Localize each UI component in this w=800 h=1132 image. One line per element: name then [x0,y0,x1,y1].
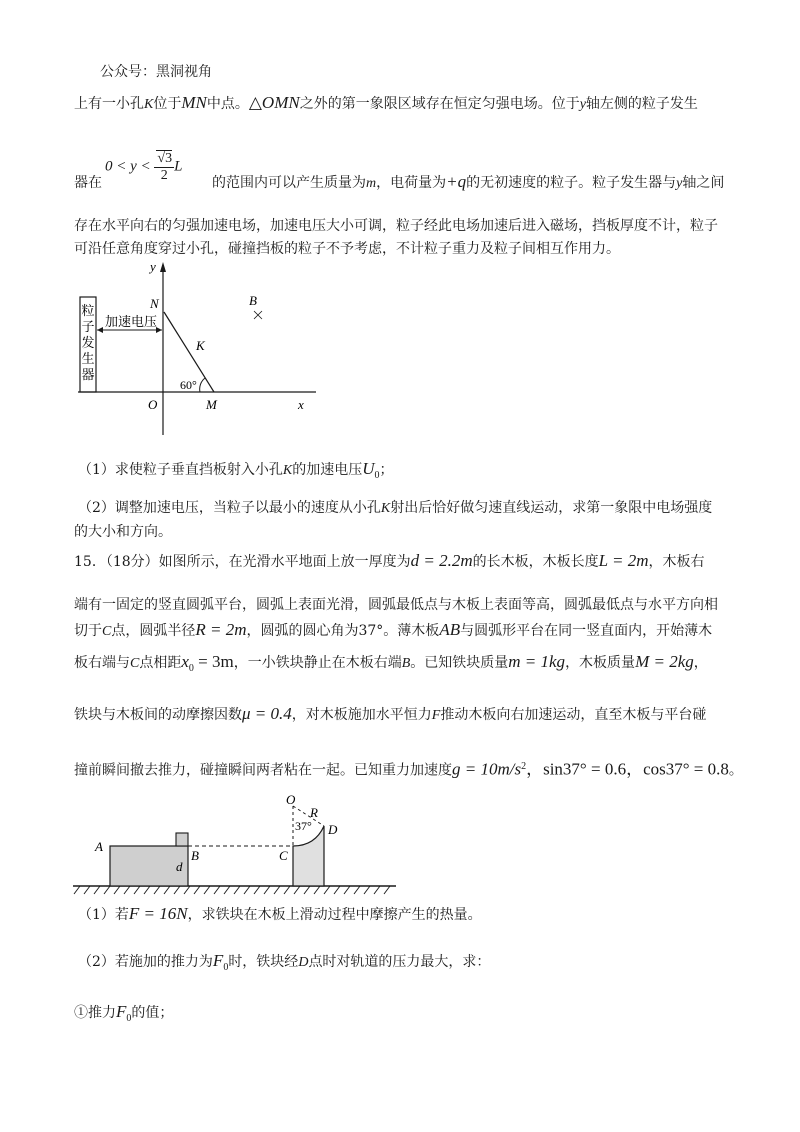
generator-char-4: 器 [81,367,95,382]
generator-char-3: 生 [81,351,95,366]
p15-line-4: 板右端与C点相距$x_0 = 3m$，一小铁块静止在木板右端B。已知铁块质量m = 1kg，木板质量M = 2kg， [74,652,708,674]
label-r: R [310,805,318,820]
label-c: C [279,848,288,863]
generator-char-2: 发 [81,335,95,350]
p15-line-5: 铁块与木板间的动摩擦因数μ = 0.4，对木板施加水平恒力F推动木板向右加速运动，直至木板与平台碰 [74,704,707,723]
hole-k-label: K [196,338,205,353]
watermark-text: 公众号：黑洞视角 [100,64,212,80]
p15-line-1: 15．（18分）如图所示，在光滑水平地面上放一厚度为d = 2.2m的长木板，木板长度L = 2m，木板右 [74,551,705,570]
p14-line-2: 器在 的范围内可以产生质量为m，电荷量为+q的无初速度的粒子。粒子发生器与y轴之间 [74,172,725,191]
p14-line-3: 存在水平向右的匀强加速电场，加速电压大小可调，粒子经此电场加速后进入磁场，挡板厚度不计，粒子 [74,218,718,234]
p15-question-1: （1）若F = 16N，求铁块在木板上滑动过程中摩擦产生的热量。 [78,904,482,923]
p14-question-2: （2）调整加速电压，当粒子以最小的速度从小孔K射出后恰好做匀速直线运动，求第一象限中电场强度 [78,500,713,516]
p15-question-2: （2）若施加的推力为$F_0$时，铁块经D点时对轨道的压力最大，求： [78,951,491,973]
field-b-label: B [249,293,257,308]
p14-line-1: 上有一小孔K位于MN中点。△OMN之外的第一象限区域存在恒定匀强电场。位于y轴左侧的粒子发生 [74,93,698,112]
label-b: B [191,848,199,863]
angle-60-label: 60° [180,378,197,392]
p15-line-2: 端有一固定的竖直圆弧平台，圆弧上表面光滑，圆弧最低点与木板上表面等高，圆弧最低点与水平方向相 [74,597,718,613]
origin-label: O [148,397,158,412]
point-n-label: N [150,296,159,311]
label-a: A [95,839,103,854]
accel-label: 加速电压 [104,314,158,329]
generator-char-0: 粒 [81,303,95,318]
p14-line-4: 可沿任意角度穿过小孔，碰撞挡板的粒子不予考虑，不计粒子重力及粒子间相互作用力。 [74,241,620,257]
point-m-label: M [206,397,217,412]
y-axis-label: y [150,259,156,274]
x-axis-label: x [298,397,304,412]
p14-question-1: （1）求使粒子垂直挡板射入小孔K的加速电压$U_0$； [78,459,394,481]
label-o: O [286,792,296,807]
iron-block [176,833,188,846]
label-d: D [328,822,338,837]
label-d-thickness: d [176,859,183,874]
p15-line-6: 撞前瞬间撤去推力，碰撞瞬间两者粘在一起。已知重力加速度$g = 10m/s^2$，sin37° = 0.6，cos37° = 0.8。 [74,759,743,779]
p15-line-3: 切于C点，圆弧半径R = 2m，圆弧的圆心角为37°。薄木板AB与圆弧形平台在同一竖直面内，开始薄木 [74,620,713,639]
p14-range-inequality: 0 < y < $\frac{√3}{2}$ L [105,151,183,183]
angle-37-label: 37° [295,819,312,833]
ground-hatching [74,886,390,894]
arc-platform [293,826,324,886]
p15-question-2-1: ①推力$F_0$的值； [74,1002,174,1024]
p14-question-2-cont: 的大小和方向。 [74,524,172,540]
generator-char-1: 子 [81,319,95,334]
